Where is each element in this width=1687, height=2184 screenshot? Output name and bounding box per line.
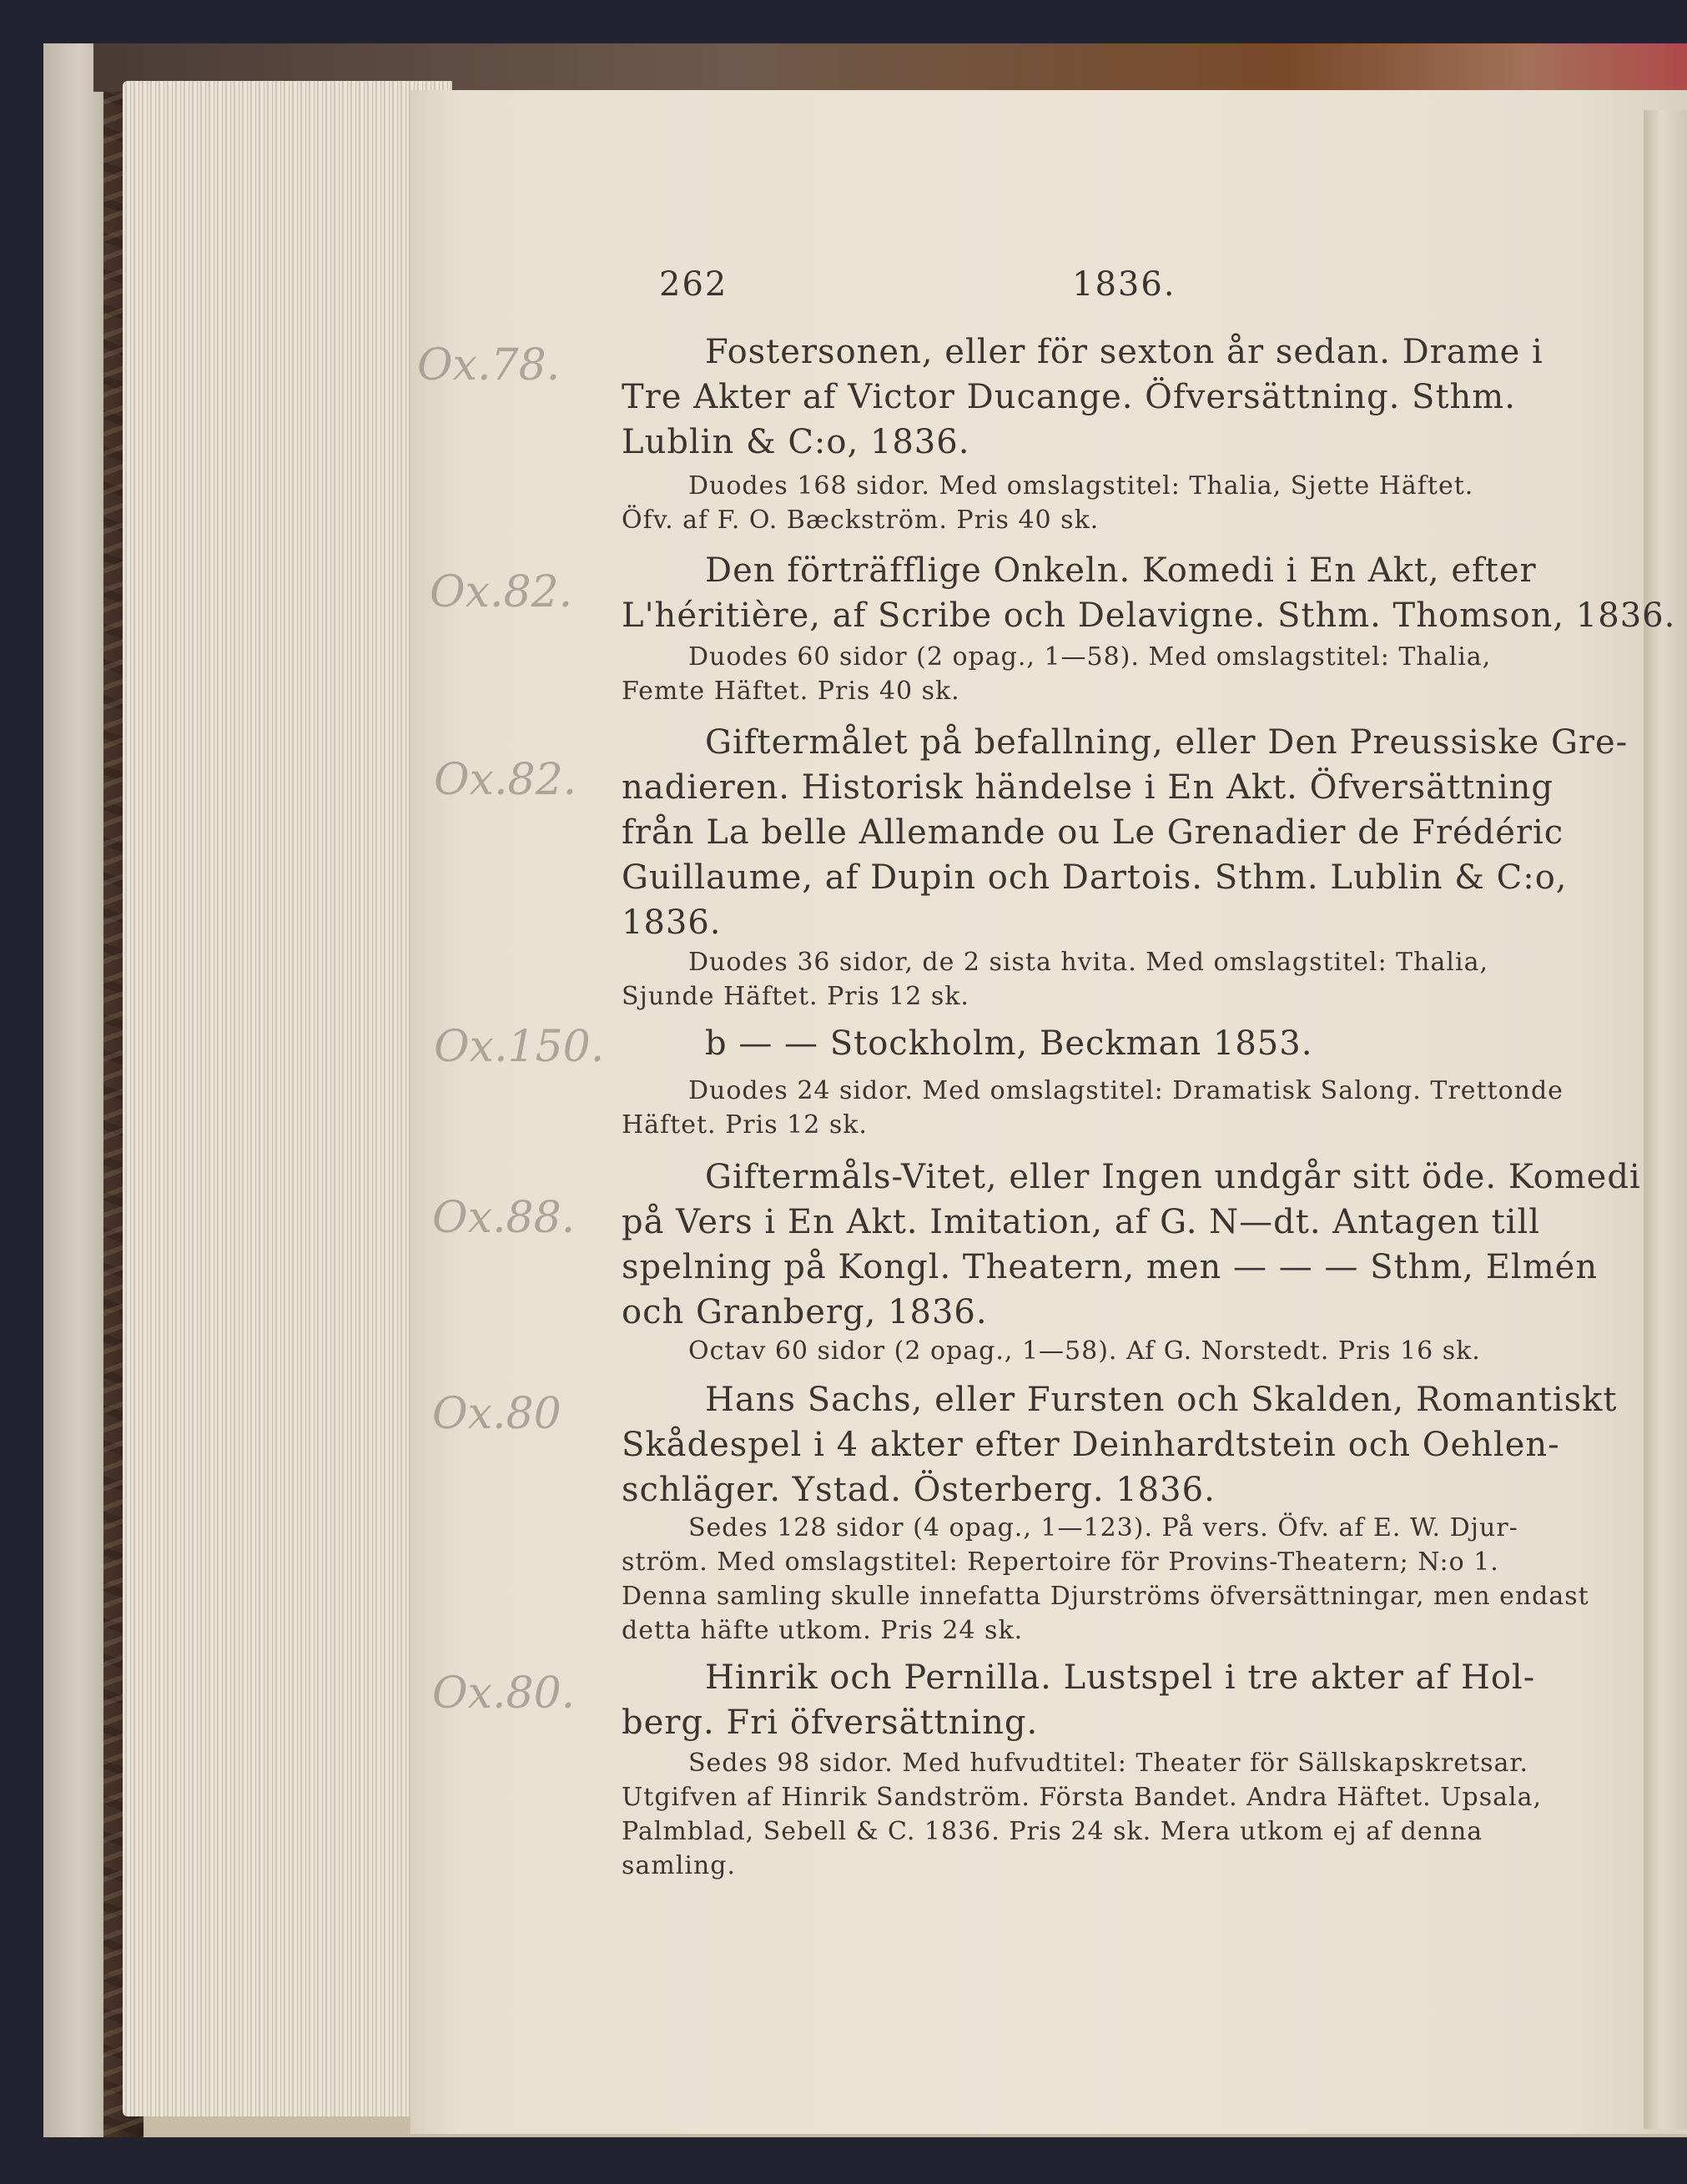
entry-note-line: Duodes 60 sidor (2 opag., 1—58). Med omslagstitel: Thalia, [688,642,1492,672]
entry-note-line: Duodes 168 sidor. Med omslagstitel: Thalia, Sjette Häftet. [688,471,1474,501]
entry-note-line: Femte Häftet. Pris 40 sk. [622,677,960,706]
entry-title-line: spelning på Kongl. Theatern, men — — — Sthm, Elmén [622,1248,1599,1286]
entry-title-line: berg. Fri öfversättning. [622,1703,1039,1742]
entry-title-line: Fostersonen, eller för sexton år sedan. Drame i [705,333,1543,371]
entry-title-line: Tre Akter af Victor Ducange. Öfversättning. Sthm. [622,378,1516,416]
entry-note-line: ström. Med omslagstitel: Repertoire för Provins-Theatern; N:o 1. [622,1547,1499,1577]
page-year: 1836. [1072,265,1176,304]
entry-note-line: Duodes 36 sidor, de 2 sista hvita. Med omslagstitel: Thalia, [688,948,1488,977]
entry-title-line: Hinrik och Pernilla. Lustspel i tre akter af Hol- [705,1658,1536,1697]
margin-note: Ox.150. [434,1022,605,1072]
entry-note-line: Palmblad, Sebell & C. 1836. Pris 24 sk. Mera utkom ej af denna [622,1817,1483,1846]
page-number: 262 [659,265,728,304]
margin-note: Ox.88. [432,1193,576,1243]
entry-title-line: 1836. [622,903,722,942]
entry-title-line: b — — Stockholm, Beckman 1853. [705,1024,1313,1063]
entry-title-line: Giftermåls-Vitet, eller Ingen undgår sitt öde. Komedi [705,1158,1641,1196]
margin-note: Ox.80 [432,1389,561,1439]
margin-note: Ox.78. [417,340,561,390]
entry-title-line: nadieren. Historisk händelse i En Akt. Öfversättning [622,768,1554,807]
entry-note-line: detta häfte utkom. Pris 24 sk. [622,1616,1024,1645]
entry-title-line: och Granberg, 1836. [622,1293,988,1331]
entry-note-line: Häftet. Pris 12 sk. [622,1110,868,1140]
entry-title-line: från La belle Allemande ou Le Grenadier de Frédéric [622,813,1564,852]
entry-title-line: L'héritière, af Scribe och Delavigne. Sthm. Thomson, 1836. [622,596,1676,635]
entry-title-line: Hans Sachs, eller Fursten och Skalden, Romantiskt [705,1381,1618,1419]
margin-note: Ox.80. [432,1668,576,1719]
facing-page-edge [1644,110,1687,2129]
entry-title-line: Den förträfflige Onkeln. Komedi i En Akt, efter [705,551,1537,590]
cover-inner-board [43,43,103,2137]
entry-note-line: Denna samling skulle innefatta Djurströms öfversättningar, men endast [622,1582,1589,1611]
entry-note-line: Sedes 98 sidor. Med hufvudtitel: Theater för Sällskapskretsar. [688,1749,1528,1778]
margin-note: Ox.82. [434,755,577,805]
entry-title-line: schläger. Ystad. Österberg. 1836. [622,1471,1216,1509]
entry-note-line: Octav 60 sidor (2 opag., 1—58). Af G. Norstedt. Pris 16 sk. [688,1336,1481,1366]
entry-note-line: Sjunde Häftet. Pris 12 sk. [622,982,969,1011]
entry-title-line: Giftermålet på befallning, eller Den Preussiske Gre- [705,723,1629,762]
entry-note-line: Duodes 24 sidor. Med omslagstitel: Dramatisk Salong. Trettonde [688,1076,1564,1105]
entry-note-line: samling. [622,1851,736,1880]
entry-title-line: Lublin & C:o, 1836. [622,423,970,461]
entry-note-line: Sedes 128 sidor (4 opag., 1—123). På vers. Öfv. af E. W. Djur- [688,1513,1518,1542]
entry-title-line: Skådespel i 4 akter efter Deinhardtstein och Oehlen- [622,1426,1560,1464]
page-stack-edge [123,81,452,2116]
entry-note-line: Utgifven af Hinrik Sandström. Första Bandet. Andra Häftet. Upsala, [622,1783,1543,1812]
entry-title-line: på Vers i En Akt. Imitation, af G. N—dt. Antagen till [622,1203,1541,1241]
entry-title-line: Guillaume, af Dupin och Dartois. Sthm. Lublin & C:o, [622,858,1568,897]
entry-note-line: Öfv. af F. O. Bæckström. Pris 40 sk. [622,506,1100,535]
margin-note: Ox.82. [430,567,573,617]
